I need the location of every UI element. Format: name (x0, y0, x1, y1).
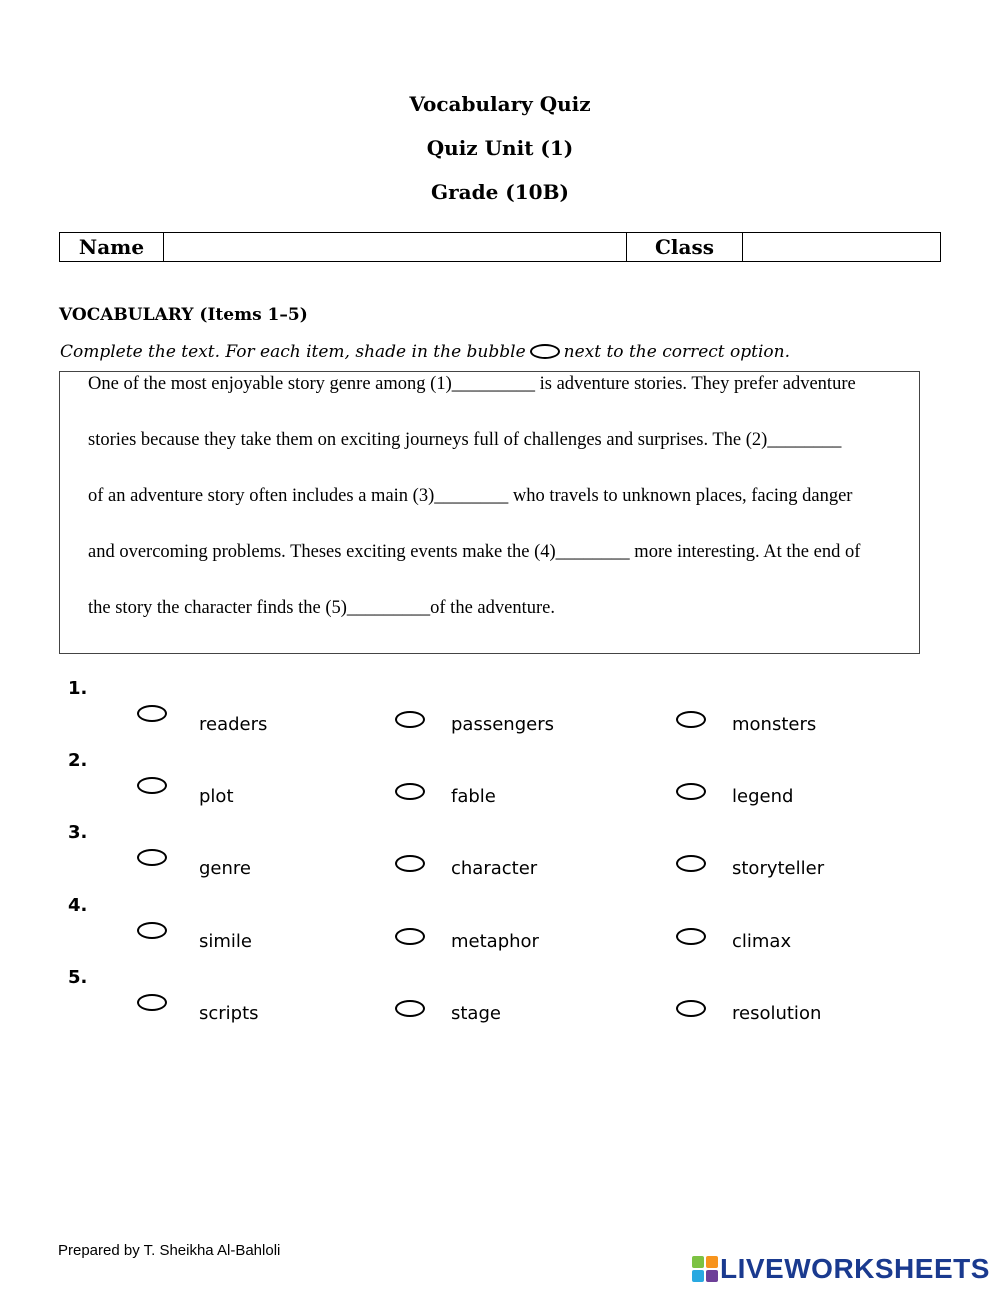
logo-square (692, 1256, 704, 1268)
passage-line: and overcoming problems. Theses exciting events make the (4)________ more interesting. At the end of (88, 542, 861, 562)
option-label: monsters (732, 714, 817, 735)
quiz-title: Vocabulary Quiz (409, 92, 591, 116)
option-bubble[interactable] (137, 994, 167, 1011)
option-label: scripts (199, 1003, 259, 1024)
class-label: Class (627, 233, 743, 262)
option-bubble[interactable] (137, 849, 167, 866)
question-number: 2. (68, 750, 88, 771)
bubble-example-icon (530, 344, 560, 359)
option-label: fable (451, 786, 496, 807)
question-number: 1. (68, 678, 88, 699)
logo-square (692, 1270, 704, 1282)
student-info-table (59, 232, 941, 262)
option-label: storyteller (732, 858, 825, 879)
question-number: 4. (68, 895, 88, 916)
option-bubble[interactable] (395, 1000, 425, 1017)
option-bubble[interactable] (395, 855, 425, 872)
passage-box (59, 371, 920, 654)
section-heading: VOCABULARY (Items 1–5) (59, 305, 308, 325)
option-label: resolution (732, 1003, 822, 1024)
option-label: stage (451, 1003, 501, 1024)
option-bubble[interactable] (676, 855, 706, 872)
question-number: 5. (68, 967, 88, 988)
option-bubble[interactable] (137, 777, 167, 794)
instruction-before: Complete the text. For each item, shade in the bubble (60, 342, 526, 362)
option-label: metaphor (451, 931, 539, 952)
option-bubble[interactable] (395, 783, 425, 800)
option-label: passengers (451, 714, 554, 735)
logo-square (706, 1270, 718, 1282)
question-number: 3. (68, 822, 88, 843)
brand-name: LIVEWORKSHEETS (720, 1253, 990, 1284)
option-bubble[interactable] (137, 705, 167, 722)
passage-line: One of the most enjoyable story genre among (1)_________ is adventure stories. They prefer adventure (88, 374, 856, 394)
quiz-grade: Grade (10B) (431, 180, 569, 204)
option-bubble[interactable] (137, 922, 167, 939)
option-bubble[interactable] (676, 783, 706, 800)
option-label: character (451, 858, 538, 879)
option-bubble[interactable] (395, 711, 425, 728)
liveworksheets-logo (692, 1252, 990, 1286)
option-bubble[interactable] (676, 711, 706, 728)
quiz-unit: Quiz Unit (1) (426, 136, 574, 160)
logo-square (706, 1256, 718, 1268)
option-bubble[interactable] (676, 928, 706, 945)
passage-line: the story the character finds the (5)_________of the adventure. (88, 598, 555, 618)
option-label: plot (199, 786, 234, 807)
option-bubble[interactable] (395, 928, 425, 945)
passage-line: stories because they take them on exciting journeys full of challenges and surprises. The (2)________ (88, 430, 842, 450)
instruction-text (60, 342, 790, 362)
option-bubble[interactable] (676, 1000, 706, 1017)
liveworksheets-logo-icon (692, 1256, 718, 1282)
option-label: readers (199, 714, 268, 735)
option-label: genre (199, 858, 251, 879)
instruction-after: next to the correct option. (563, 342, 790, 362)
name-field[interactable] (164, 233, 627, 262)
option-label: simile (199, 931, 252, 952)
name-label: Name (60, 233, 164, 262)
class-field[interactable] (743, 233, 941, 262)
option-label: climax (732, 931, 792, 952)
option-label: legend (732, 786, 794, 807)
prepared-by: Prepared by T. Sheikha Al-Bahloli (58, 1242, 281, 1259)
passage-line: of an adventure story often includes a main (3)________ who travels to unknown places, facing danger (88, 486, 853, 506)
